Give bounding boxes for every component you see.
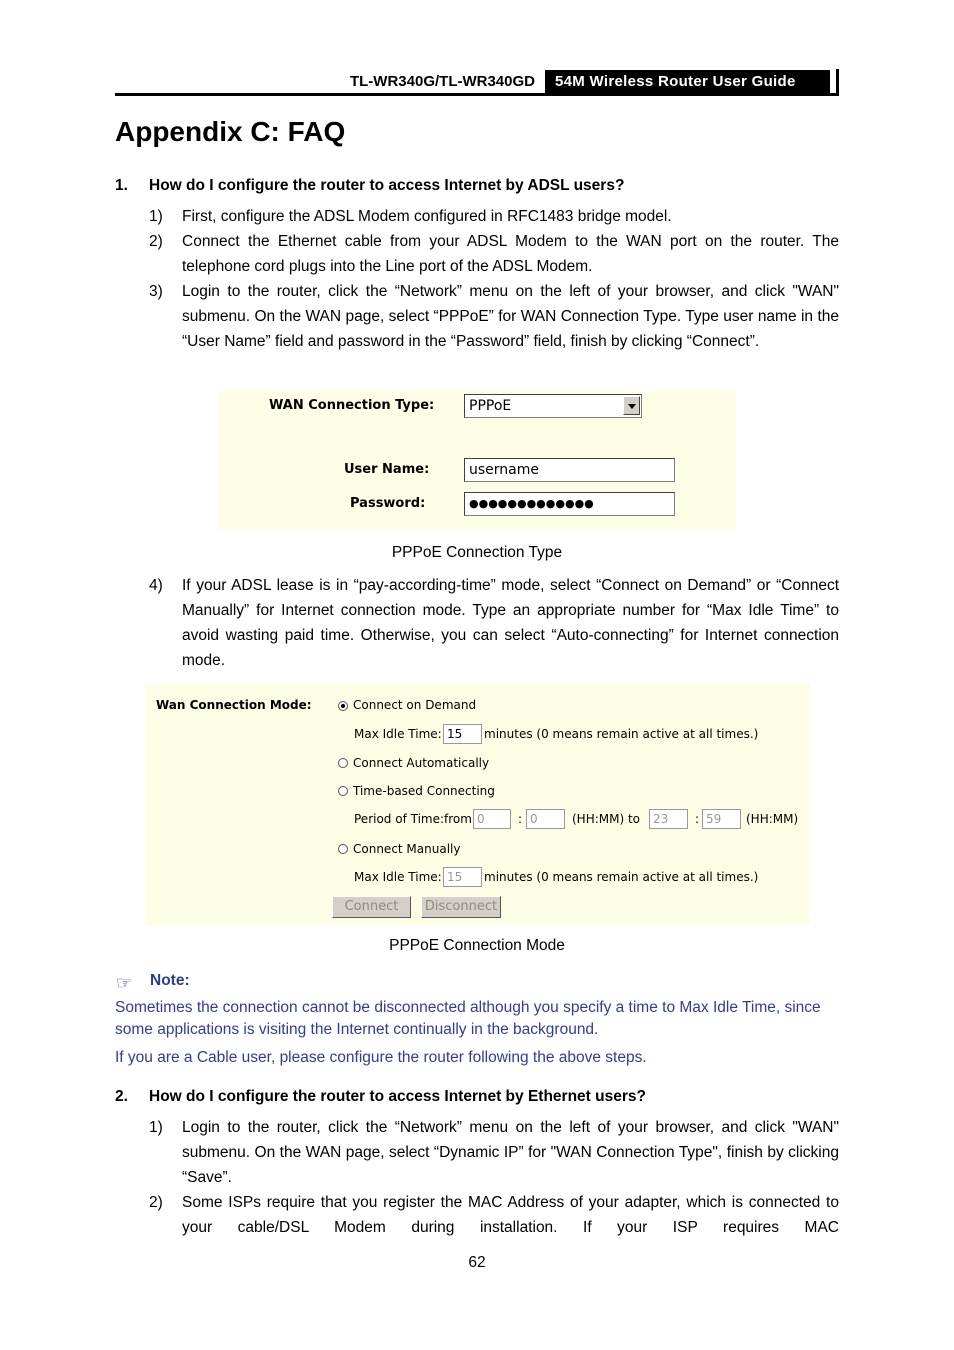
header-guide-title: 54M Wireless Router User Guide	[545, 70, 830, 94]
connect-button[interactable]: Connect	[332, 896, 411, 918]
max-idle-note: minutes (0 means remain active at all times.)	[484, 870, 759, 884]
question-2-text: How do I configure the router to access Internet by Ethernet users?	[149, 1088, 646, 1105]
disconnect-button[interactable]: Disconnect	[421, 896, 501, 918]
from-hour-input[interactable]: 0	[473, 809, 511, 829]
option-time-based: Time-based Connecting	[353, 784, 495, 798]
header-rule	[115, 93, 839, 96]
header-divider	[836, 69, 839, 95]
step-number: 3)	[149, 283, 163, 300]
pointing-hand-icon: ☞	[116, 973, 133, 993]
step-text: First, configure the ADSL Modem configured in RFC1483 bridge model.	[182, 208, 672, 225]
page-number: 62	[468, 1254, 486, 1271]
question-1-number: 1.	[115, 177, 128, 194]
step-text: Some ISPs require that you register the MAC Address of your adapter, which is connected to your cable/DSL Modem during installation. If your ISP requires MAC	[182, 1194, 839, 1236]
step-number: 1)	[149, 208, 163, 225]
figure-caption: PPPoE Connection Mode	[389, 937, 565, 954]
radio-connect-manually[interactable]	[338, 844, 348, 854]
page-title: Appendix C: FAQ	[115, 116, 346, 147]
wan-type-value: PPPoE	[469, 398, 512, 414]
to-minute-input[interactable]: 59	[702, 809, 741, 829]
username-field[interactable]: username	[464, 458, 675, 482]
step-text: If your ADSL lease is in “pay-according-time” mode, select “Connect on Demand” or “Connect Manually” for Internet connection mode. Type an appropriate number for “Max Idle Time” to avoid wasting paid time. Otherwise, you can select “Auto-connecting” for Internet connection mode.	[182, 577, 839, 669]
period-label: Period of Time:from	[354, 812, 472, 826]
radio-connect-automatically[interactable]	[338, 758, 348, 768]
max-idle-label: Max Idle Time:	[354, 727, 442, 741]
figure-caption: PPPoE Connection Type	[391, 544, 563, 561]
time-separator: :	[518, 812, 523, 826]
max-idle-label: Max Idle Time:	[354, 870, 442, 884]
header-model: TL-WR340G/TL-WR340GD	[349, 73, 535, 90]
step-number: 4)	[149, 577, 163, 594]
radio-connect-on-demand[interactable]	[338, 701, 348, 711]
radio-time-based[interactable]	[338, 786, 348, 796]
hhmm-to-label: (HH:MM) to	[572, 812, 641, 826]
step-text: Connect the Ethernet cable from your ADSL Modem to the WAN port on the router. The telephone cord plugs into the Line port of the ADSL Modem.	[182, 233, 839, 275]
option-connect-manually: Connect Manually	[353, 842, 461, 856]
question-2-number: 2.	[115, 1088, 128, 1105]
question-1-text: How do I configure the router to access Internet by ADSL users?	[149, 177, 625, 194]
note-text: Sometimes the connection cannot be disconnected although you specify a time to Max Idle Time, since some applications is visiting the Internet continually in the background.	[115, 999, 821, 1038]
time-separator: :	[695, 812, 700, 826]
step-text: Login to the router, click the “Network” menu on the left of your browser, and click "WAN" submenu. On the WAN page, select “Dynamic IP” for "WAN Connection Type", finish by clicking “Save”.	[182, 1119, 839, 1186]
pppoe-mode-figure	[145, 684, 810, 925]
note-text: If you are a Cable user, please configure the router following the above steps.	[115, 1049, 647, 1066]
wan-type-label: WAN Connection Type:	[269, 398, 435, 413]
password-label: Password:	[350, 496, 426, 511]
wan-type-select[interactable]	[464, 394, 642, 418]
max-idle-input-manual[interactable]: 15	[443, 867, 482, 887]
to-hour-input[interactable]: 23	[649, 809, 688, 829]
note-label: Note:	[150, 972, 190, 989]
username-label: User Name:	[344, 462, 430, 477]
step-number: 1)	[149, 1119, 163, 1136]
wan-mode-label: Wan Connection Mode:	[156, 698, 312, 712]
max-idle-note: minutes (0 means remain active at all times.)	[484, 727, 759, 741]
max-idle-input[interactable]: 15	[443, 724, 482, 744]
pppoe-type-figure	[218, 390, 736, 529]
step-number: 2)	[149, 1194, 163, 1211]
step-number: 2)	[149, 233, 163, 250]
option-connect-on-demand: Connect on Demand	[353, 698, 477, 712]
from-minute-input[interactable]: 0	[526, 809, 565, 829]
chevron-down-icon[interactable]	[623, 396, 640, 415]
password-field[interactable]: ●●●●●●●●●●●●●	[464, 492, 675, 516]
option-connect-automatically: Connect Automatically	[353, 756, 490, 770]
step-text: Login to the router, click the “Network” menu on the left of your browser, and click "WAN" submenu. On the WAN page, select “PPPoE” for WAN Connection Type. Type user name in the “User Name” field and password in the “Password” field, finish by clicking “Connect”.	[182, 283, 839, 350]
hhmm-label: (HH:MM)	[746, 812, 799, 826]
